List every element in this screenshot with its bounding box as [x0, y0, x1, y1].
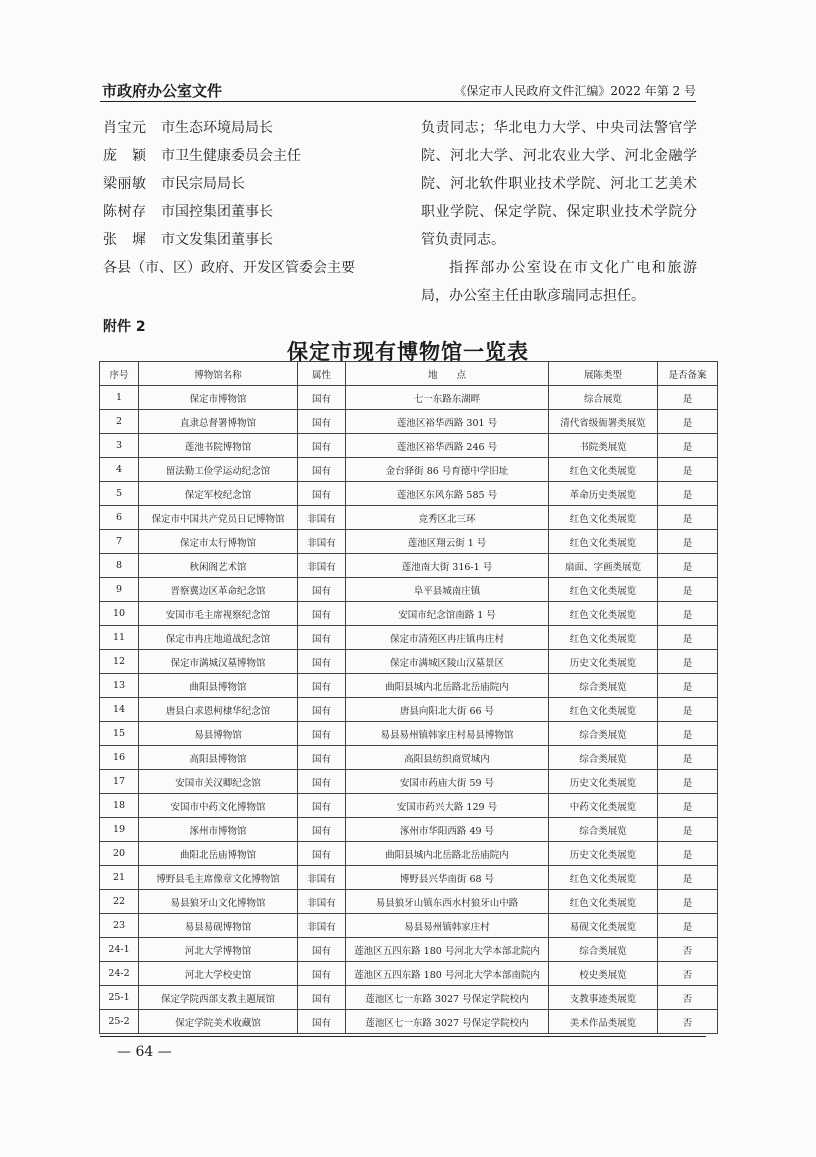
cell-exhibition-type: 革命历史类展览 [549, 482, 658, 506]
office-paragraph: 指挥部办公室设在市文化广电和旅游局，办公室主任由耿彦瑞同志担任。 [421, 260, 697, 304]
table-row [100, 914, 718, 938]
cell-registered: 是 [658, 746, 718, 770]
cell-registered: 是 [658, 530, 718, 554]
header-seq: 序号 [100, 362, 139, 386]
table-row [100, 698, 718, 722]
cell-location: 安国市药兴大路 129 号 [346, 794, 549, 818]
cell-ownership: 国有 [298, 794, 346, 818]
table-row [100, 722, 718, 746]
cell-seq: 19 [100, 818, 139, 842]
table-row [100, 410, 718, 434]
cell-ownership: 非国有 [298, 914, 346, 938]
cell-registered: 是 [658, 434, 718, 458]
cell-seq: 14 [100, 698, 139, 722]
page-number: — 64 — [117, 1044, 172, 1060]
cell-exhibition-type: 中药文化类展览 [549, 794, 658, 818]
cell-registered: 是 [658, 698, 718, 722]
cell-registered: 是 [658, 722, 718, 746]
table-row [100, 938, 718, 962]
cell-location: 易县狼牙山镇东西水村狼牙山中路 [346, 890, 549, 914]
cell-seq: 9 [100, 578, 139, 602]
cell-registered: 否 [658, 1010, 718, 1034]
cell-registered: 是 [658, 458, 718, 482]
cell-registered: 否 [658, 962, 718, 986]
cell-museum-name: 涿州市博物馆 [139, 818, 298, 842]
cell-museum-name: 直隶总督署博物馆 [139, 410, 298, 434]
cell-museum-name: 安国市中药文化博物馆 [139, 794, 298, 818]
cell-museum-name: 保定学院美术收藏馆 [139, 1010, 298, 1034]
cell-museum-name: 晋察冀边区革命纪念馆 [139, 578, 298, 602]
member-row [103, 114, 403, 142]
cell-museum-name: 博野县毛主席像章文化博物馆 [139, 866, 298, 890]
cell-location: 阜平县城南庄镇 [346, 578, 549, 602]
cell-seq: 4 [100, 458, 139, 482]
cell-ownership: 国有 [298, 962, 346, 986]
cell-ownership: 国有 [298, 1010, 346, 1034]
cell-location: 莲池区裕华西路 246 号 [346, 434, 549, 458]
museum-table [99, 361, 718, 1034]
cell-seq: 18 [100, 794, 139, 818]
cell-museum-name: 易县狼牙山文化博物馆 [139, 890, 298, 914]
cell-seq: 10 [100, 602, 139, 626]
cell-location: 莲池区裕华西路 301 号 [346, 410, 549, 434]
cell-seq: 3 [100, 434, 139, 458]
header-divider [100, 101, 696, 102]
cell-exhibition-type: 扇面、字画类展览 [549, 554, 658, 578]
cell-seq: 25-1 [100, 986, 139, 1010]
cell-seq: 21 [100, 866, 139, 890]
cell-seq: 6 [100, 506, 139, 530]
cell-registered: 是 [658, 818, 718, 842]
table-row [100, 650, 718, 674]
cell-museum-name: 秋闲阁艺术馆 [139, 554, 298, 578]
header-registered: 是否备案 [658, 362, 718, 386]
cell-registered: 是 [658, 674, 718, 698]
cell-exhibition-type: 历史文化类展览 [549, 650, 658, 674]
cell-location: 金台驿街 86 号育德中学旧址 [346, 458, 549, 482]
cell-museum-name: 河北大学校史馆 [139, 962, 298, 986]
cell-location: 莲池区五四东路 180 号河北大学本部南院内 [346, 962, 549, 986]
table-row [100, 530, 718, 554]
county-officials-line: 各县（市、区）政府、开发区管委会主要 [103, 260, 355, 276]
member-row [103, 226, 403, 254]
table-header-row [100, 362, 718, 386]
member-name: 肖宝元 [103, 120, 147, 136]
cell-exhibition-type: 综合类展览 [549, 818, 658, 842]
table-body [100, 386, 718, 1034]
table-row [100, 890, 718, 914]
cell-exhibition-type: 红色文化类展览 [549, 602, 658, 626]
cell-location: 莲池区七一东路 3027 号保定学院校内 [346, 1010, 549, 1034]
header-museum-name: 博物馆名称 [139, 362, 298, 386]
header-ownership: 属性 [298, 362, 346, 386]
cell-exhibition-type: 综合展览 [549, 386, 658, 410]
cell-seq: 23 [100, 914, 139, 938]
cell-location: 莲池南大街 316-1 号 [346, 554, 549, 578]
cell-exhibition-type: 红色文化类展览 [549, 698, 658, 722]
cell-registered: 是 [658, 626, 718, 650]
cell-museum-name: 曲阳北岳庙博物馆 [139, 842, 298, 866]
cell-ownership: 国有 [298, 482, 346, 506]
table-row [100, 458, 718, 482]
cell-registered: 是 [658, 914, 718, 938]
cell-museum-name: 唐县白求恩柯棣华纪念馆 [139, 698, 298, 722]
cell-exhibition-type: 红色文化类展览 [549, 578, 658, 602]
cell-ownership: 国有 [298, 602, 346, 626]
table-row [100, 554, 718, 578]
table-row [100, 794, 718, 818]
cell-exhibition-type: 书院类展览 [549, 434, 658, 458]
table-row [100, 386, 718, 410]
table-row [100, 506, 718, 530]
cell-registered: 是 [658, 890, 718, 914]
cell-location: 易县易州镇韩家庄村易县博物馆 [346, 722, 549, 746]
cell-ownership: 非国有 [298, 506, 346, 530]
member-title: 市民宗局局长 [161, 176, 245, 192]
cell-ownership: 国有 [298, 386, 346, 410]
cell-ownership: 国有 [298, 986, 346, 1010]
table-title: 保定市现有博物馆一览表 [287, 340, 529, 364]
cell-seq: 25-2 [100, 1010, 139, 1034]
table-row [100, 626, 718, 650]
cell-exhibition-type: 历史文化类展览 [549, 842, 658, 866]
member-name: 庞 颖 [103, 148, 147, 164]
cell-museum-name: 保定市博物馆 [139, 386, 298, 410]
cell-registered: 是 [658, 794, 718, 818]
table-row [100, 818, 718, 842]
cell-exhibition-type: 历史文化类展览 [549, 770, 658, 794]
cell-registered: 否 [658, 938, 718, 962]
cell-museum-name: 保定军校纪念馆 [139, 482, 298, 506]
cell-location: 安国市纪念馆南路 1 号 [346, 602, 549, 626]
cell-location: 唐县向阳北大街 66 号 [346, 698, 549, 722]
table-row [100, 962, 718, 986]
cell-museum-name: 保定市中国共产党员日记博物馆 [139, 506, 298, 530]
cell-registered: 是 [658, 410, 718, 434]
member-title: 市国控集团董事长 [161, 204, 273, 220]
cell-exhibition-type: 美术作品类展览 [549, 1010, 658, 1034]
cell-seq: 8 [100, 554, 139, 578]
cell-seq: 1 [100, 386, 139, 410]
cell-exhibition-type: 综合类展览 [549, 938, 658, 962]
cell-ownership: 非国有 [298, 530, 346, 554]
cell-exhibition-type: 红色文化类展览 [549, 458, 658, 482]
cell-seq: 22 [100, 890, 139, 914]
cell-exhibition-type: 综合类展览 [549, 722, 658, 746]
cell-ownership: 国有 [298, 938, 346, 962]
cell-ownership: 国有 [298, 434, 346, 458]
cell-ownership: 国有 [298, 746, 346, 770]
responsible-paragraph: 负责同志；华北电力大学、中央司法警官学院、河北大学、河北农业大学、河北金融学院、河北软件职业技术学院、河北工艺美术职业学院、保定学院、保定职业技术学院分管负责同志。 [421, 120, 697, 248]
cell-seq: 2 [100, 410, 139, 434]
cell-ownership: 国有 [298, 626, 346, 650]
table-row [100, 986, 718, 1010]
cell-ownership: 国有 [298, 458, 346, 482]
cell-registered: 是 [658, 650, 718, 674]
cell-location: 博野县兴华南街 68 号 [346, 866, 549, 890]
table-row [100, 866, 718, 890]
member-title: 市卫生健康委员会主任 [161, 148, 301, 164]
cell-seq: 7 [100, 530, 139, 554]
member-name: 梁丽敏 [103, 176, 147, 192]
cell-ownership: 国有 [298, 770, 346, 794]
cell-location: 涿州市华阳西路 49 号 [346, 818, 549, 842]
cell-location: 七一东路东湖畔 [346, 386, 549, 410]
header-doc-type: 市政府办公室文件 [102, 82, 223, 100]
cell-ownership: 国有 [298, 578, 346, 602]
cell-exhibition-type: 易砚文化类展览 [549, 914, 658, 938]
cell-museum-name: 保定市太行博物馆 [139, 530, 298, 554]
cell-seq: 16 [100, 746, 139, 770]
member-row [103, 198, 403, 226]
cell-location: 莲池区七一东路 3027 号保定学院校内 [346, 986, 549, 1010]
cell-location: 竞秀区北三环 [346, 506, 549, 530]
cell-registered: 是 [658, 842, 718, 866]
right-column-text [421, 114, 697, 310]
cell-seq: 11 [100, 626, 139, 650]
cell-ownership: 国有 [298, 818, 346, 842]
cell-seq: 5 [100, 482, 139, 506]
table-row [100, 770, 718, 794]
cell-museum-name: 高阳县博物馆 [139, 746, 298, 770]
cell-museum-name: 安国市关汉卿纪念馆 [139, 770, 298, 794]
cell-ownership: 国有 [298, 410, 346, 434]
table-row [100, 674, 718, 698]
header-location: 地 点 [346, 362, 549, 386]
cell-museum-name: 安国市毛主席视察纪念馆 [139, 602, 298, 626]
cell-ownership: 非国有 [298, 890, 346, 914]
cell-location: 莲池区五四东路 180 号河北大学本部北院内 [346, 938, 549, 962]
cell-ownership: 国有 [298, 698, 346, 722]
cell-seq: 24-2 [100, 962, 139, 986]
cell-exhibition-type: 红色文化类展览 [549, 506, 658, 530]
cell-seq: 13 [100, 674, 139, 698]
cell-registered: 否 [658, 986, 718, 1010]
cell-ownership: 国有 [298, 842, 346, 866]
cell-exhibition-type: 红色文化类展览 [549, 530, 658, 554]
cell-exhibition-type: 红色文化类展览 [549, 626, 658, 650]
cell-seq: 24-1 [100, 938, 139, 962]
cell-exhibition-type: 红色文化类展览 [549, 890, 658, 914]
table-row [100, 602, 718, 626]
cell-location: 曲阳县城内北岳路北岳庙院内 [346, 674, 549, 698]
table-row [100, 578, 718, 602]
cell-museum-name: 保定学院西部支教主题展馆 [139, 986, 298, 1010]
cell-registered: 是 [658, 866, 718, 890]
cell-registered: 是 [658, 506, 718, 530]
cell-seq: 17 [100, 770, 139, 794]
cell-ownership: 非国有 [298, 866, 346, 890]
member-list [103, 114, 403, 282]
member-row [103, 142, 403, 170]
cell-location: 保定市满城区陵山汉墓景区 [346, 650, 549, 674]
cell-registered: 是 [658, 482, 718, 506]
cell-seq: 12 [100, 650, 139, 674]
header-publication: 《保定市人民政府文件汇编》2022 年第 2 号 [454, 84, 696, 98]
page-header [100, 78, 696, 100]
cell-seq: 20 [100, 842, 139, 866]
cell-museum-name: 易县易砚博物馆 [139, 914, 298, 938]
table-row [100, 842, 718, 866]
cell-museum-name: 保定市冉庄地道战纪念馆 [139, 626, 298, 650]
cell-museum-name: 易县博物馆 [139, 722, 298, 746]
cell-exhibition-type: 校史类展览 [549, 962, 658, 986]
cell-ownership: 国有 [298, 674, 346, 698]
cell-location: 安国市药庙大街 59 号 [346, 770, 549, 794]
cell-exhibition-type: 支教事迹类展览 [549, 986, 658, 1010]
cell-registered: 是 [658, 386, 718, 410]
cell-exhibition-type: 综合类展览 [549, 674, 658, 698]
cell-museum-name: 留法勤工俭学运动纪念馆 [139, 458, 298, 482]
cell-exhibition-type: 清代省级衙署类展览 [549, 410, 658, 434]
cell-seq: 15 [100, 722, 139, 746]
cell-exhibition-type: 红色文化类展览 [549, 866, 658, 890]
cell-registered: 是 [658, 554, 718, 578]
cell-ownership: 国有 [298, 722, 346, 746]
table-row [100, 1010, 718, 1034]
member-name: 张 墀 [103, 232, 147, 248]
header-exhibition-type: 展陈类型 [549, 362, 658, 386]
cell-location: 莲池区东风东路 585 号 [346, 482, 549, 506]
cell-registered: 是 [658, 770, 718, 794]
cell-museum-name: 河北大学博物馆 [139, 938, 298, 962]
cell-ownership: 非国有 [298, 554, 346, 578]
cell-location: 莲池区翔云街 1 号 [346, 530, 549, 554]
cell-location: 易县易州镇韩家庄村 [346, 914, 549, 938]
member-title: 市生态环境局局长 [161, 120, 273, 136]
footer-divider [100, 1036, 706, 1037]
table-row [100, 434, 718, 458]
table-row [100, 746, 718, 770]
cell-registered: 是 [658, 602, 718, 626]
member-row [103, 170, 403, 198]
cell-ownership: 国有 [298, 650, 346, 674]
attachment-label: 附件 2 [103, 319, 146, 335]
table-row [100, 482, 718, 506]
cell-museum-name: 曲阳县博物馆 [139, 674, 298, 698]
cell-exhibition-type: 综合类展览 [549, 746, 658, 770]
cell-location: 高阳县纺织商贸城内 [346, 746, 549, 770]
cell-museum-name: 保定市满城汉墓博物馆 [139, 650, 298, 674]
cell-location: 保定市清苑区冉庄镇冉庄村 [346, 626, 549, 650]
cell-museum-name: 莲池书院博物馆 [139, 434, 298, 458]
member-name: 陈树存 [103, 204, 147, 220]
cell-location: 曲阳县城内北岳路北岳庙院内 [346, 842, 549, 866]
member-title: 市文发集团董事长 [161, 232, 273, 248]
cell-registered: 是 [658, 578, 718, 602]
